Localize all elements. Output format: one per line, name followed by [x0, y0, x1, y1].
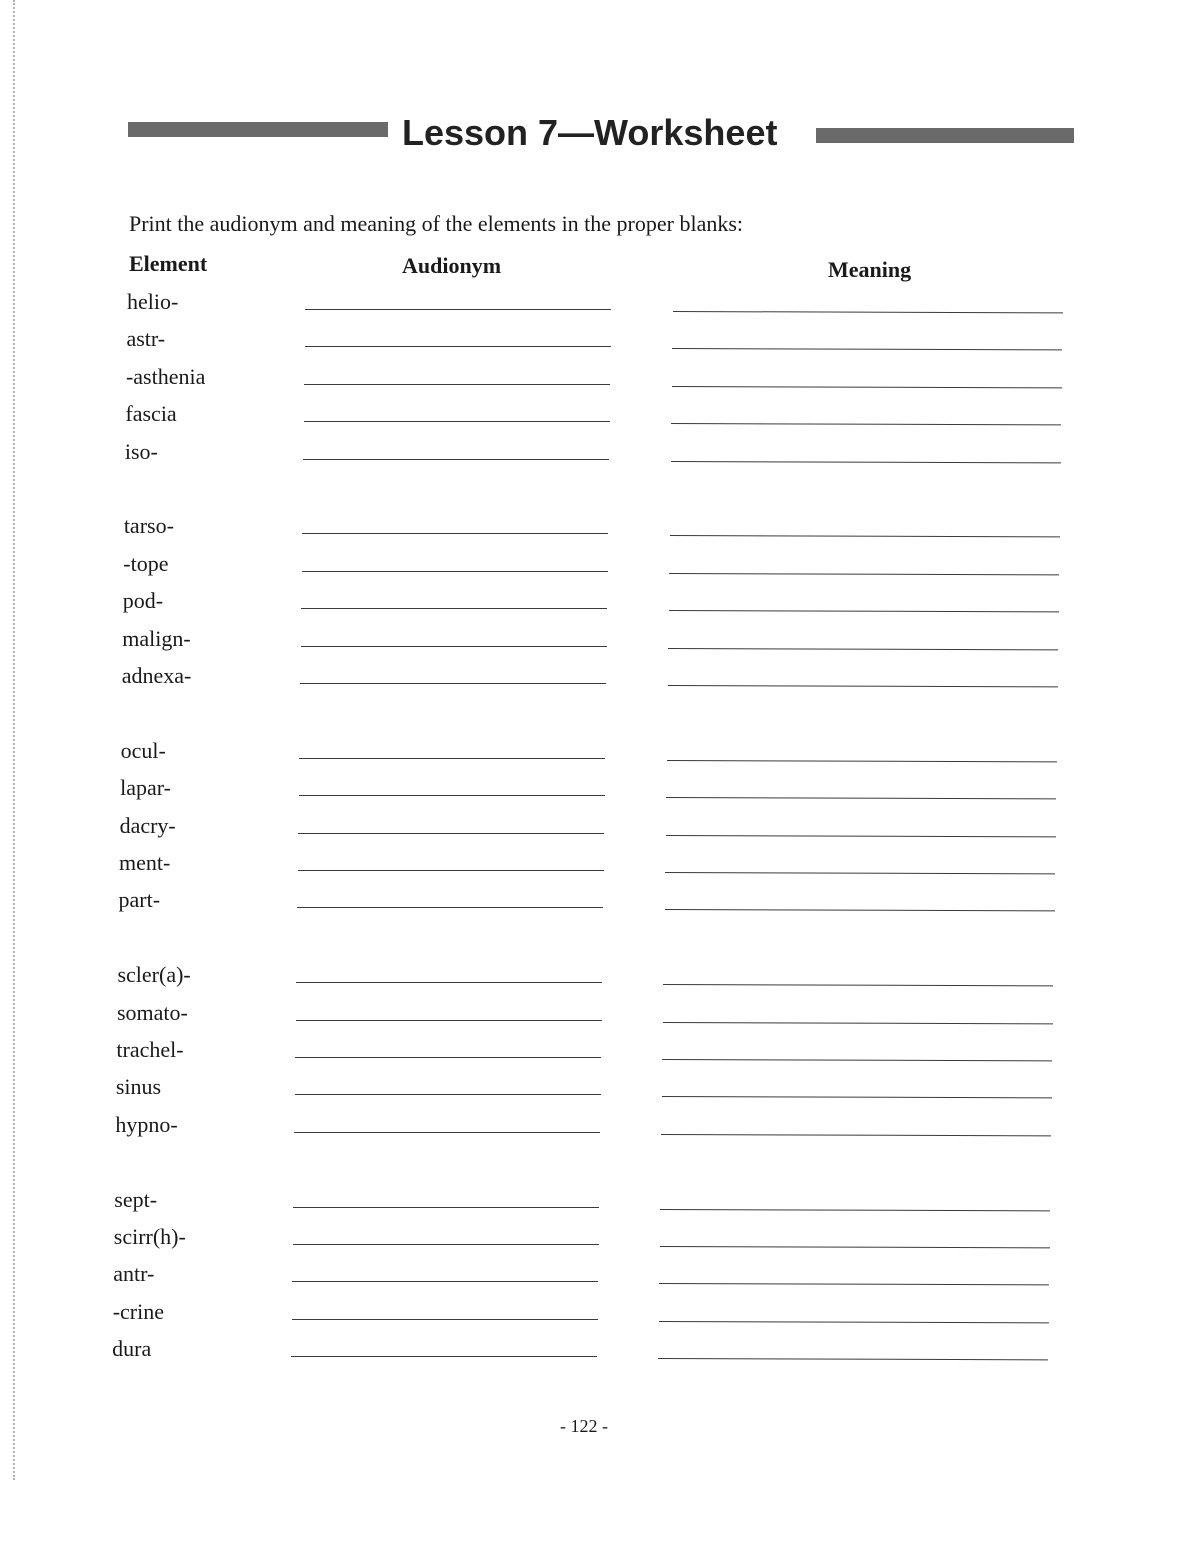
meaning-blank[interactable] — [669, 573, 1059, 575]
meaning-blank[interactable] — [672, 386, 1062, 388]
worksheet-row — [0, 661, 1200, 698]
meaning-blank[interactable] — [658, 1358, 1048, 1360]
audionym-blank[interactable] — [304, 421, 610, 422]
worksheet-row — [0, 324, 1200, 361]
worksheet-row — [0, 1035, 1200, 1072]
element-term: helio- — [127, 289, 179, 314]
worksheet-row — [0, 1222, 1200, 1259]
element-term: dura — [112, 1336, 152, 1362]
element-term: lapar- — [120, 775, 171, 801]
page-title: Lesson 7—Worksheet — [402, 112, 778, 153]
element-term: sept- — [114, 1186, 158, 1212]
element-term: tarso- — [123, 513, 174, 539]
audionym-blank[interactable] — [299, 795, 605, 796]
audionym-blank[interactable] — [303, 459, 609, 460]
element-term: somato- — [116, 999, 188, 1025]
audionym-blank[interactable] — [298, 833, 604, 834]
title-row — [128, 110, 1076, 156]
audionym-blank[interactable] — [305, 346, 611, 347]
audionym-blank[interactable] — [293, 1244, 599, 1245]
meaning-blank[interactable] — [662, 1096, 1052, 1098]
audionym-blank[interactable] — [295, 1057, 601, 1058]
element-term: pod- — [122, 588, 164, 614]
worksheet-row — [0, 437, 1200, 474]
audionym-blank[interactable] — [296, 982, 602, 983]
worksheet-row — [0, 998, 1200, 1035]
element-term: -crine — [112, 1298, 164, 1324]
audionym-blank[interactable] — [304, 384, 610, 385]
column-header-audionym: Audionym — [402, 253, 502, 278]
worksheet-row — [0, 624, 1200, 661]
worksheet-row — [0, 287, 1200, 324]
meaning-blank[interactable] — [671, 461, 1061, 463]
worksheet-row — [0, 1259, 1200, 1296]
audionym-blank[interactable] — [300, 683, 606, 684]
meaning-blank[interactable] — [667, 760, 1057, 762]
worksheet-row — [0, 1334, 1200, 1371]
element-term: scler(a)- — [117, 962, 191, 988]
worksheet-row — [0, 960, 1200, 997]
element-term: -tope — [123, 550, 169, 576]
worksheet-row — [0, 362, 1200, 399]
audionym-blank[interactable] — [298, 870, 604, 871]
meaning-blank[interactable] — [665, 909, 1055, 911]
audionym-blank[interactable] — [292, 1281, 598, 1282]
audionym-blank[interactable] — [301, 646, 607, 647]
element-term: antr- — [113, 1261, 155, 1287]
meaning-blank[interactable] — [659, 1321, 1049, 1323]
page-number: - 122 - — [560, 1416, 608, 1436]
column-header-element: Element — [129, 251, 208, 276]
meaning-blank[interactable] — [673, 311, 1063, 313]
worksheet-row — [0, 1072, 1200, 1109]
element-term: -asthenia — [125, 363, 206, 389]
instructions: Print the audionym and meaning of the elements in the proper blanks: — [129, 211, 744, 236]
audionym-blank[interactable] — [292, 1319, 598, 1320]
audionym-blank[interactable] — [291, 1356, 597, 1357]
meaning-blank[interactable] — [671, 423, 1061, 425]
audionym-blank[interactable] — [302, 571, 608, 572]
worksheet-row — [0, 811, 1200, 848]
audionym-blank[interactable] — [296, 1020, 602, 1021]
worksheet-row — [0, 773, 1200, 810]
element-term: fascia — [125, 401, 177, 427]
title-bar-left — [128, 122, 388, 137]
audionym-blank[interactable] — [299, 758, 605, 759]
audionym-blank[interactable] — [294, 1132, 600, 1133]
meaning-blank[interactable] — [672, 348, 1062, 350]
meaning-blank[interactable] — [665, 872, 1055, 874]
meaning-blank[interactable] — [670, 535, 1060, 537]
meaning-blank[interactable] — [669, 610, 1059, 612]
worksheet-row — [0, 549, 1200, 586]
audionym-blank[interactable] — [295, 1094, 601, 1095]
meaning-blank[interactable] — [663, 984, 1053, 986]
meaning-blank[interactable] — [660, 1246, 1050, 1248]
element-term: scirr(h)- — [113, 1224, 186, 1249]
worksheet-row — [0, 1185, 1200, 1222]
meaning-blank[interactable] — [660, 1209, 1050, 1211]
audionym-blank[interactable] — [293, 1207, 599, 1208]
element-term: dacry- — [119, 812, 176, 838]
element-term: hypno- — [115, 1111, 178, 1137]
element-term: iso- — [124, 438, 158, 464]
worksheet-row — [0, 511, 1200, 548]
meaning-blank[interactable] — [668, 685, 1058, 687]
meaning-blank[interactable] — [661, 1134, 1051, 1136]
element-term: ment- — [119, 850, 171, 875]
worksheet-row — [0, 399, 1200, 436]
worksheet-row — [0, 885, 1200, 922]
worksheet-row — [0, 1110, 1200, 1147]
audionym-blank[interactable] — [297, 907, 603, 908]
meaning-blank[interactable] — [666, 835, 1056, 837]
meaning-blank[interactable] — [663, 1022, 1053, 1024]
meaning-blank[interactable] — [662, 1059, 1052, 1061]
audionym-blank[interactable] — [301, 608, 607, 609]
element-term: astr- — [126, 326, 166, 352]
element-term: ocul- — [120, 737, 166, 763]
audionym-blank[interactable] — [305, 309, 611, 310]
worksheet-row — [0, 1297, 1200, 1334]
column-header-meaning: Meaning — [828, 257, 912, 282]
title-bar-right — [816, 128, 1074, 143]
element-term: sinus — [115, 1074, 162, 1100]
meaning-blank[interactable] — [666, 797, 1056, 799]
worksheet-row — [0, 848, 1200, 885]
meaning-blank[interactable] — [668, 648, 1058, 650]
element-term: malign- — [122, 625, 191, 651]
worksheet-row — [0, 736, 1200, 773]
element-term: adnexa- — [121, 663, 192, 688]
element-term: trachel- — [116, 1037, 184, 1062]
element-term: part- — [118, 887, 161, 913]
worksheet-row — [0, 586, 1200, 623]
meaning-blank[interactable] — [659, 1283, 1049, 1285]
audionym-blank[interactable] — [302, 533, 608, 534]
